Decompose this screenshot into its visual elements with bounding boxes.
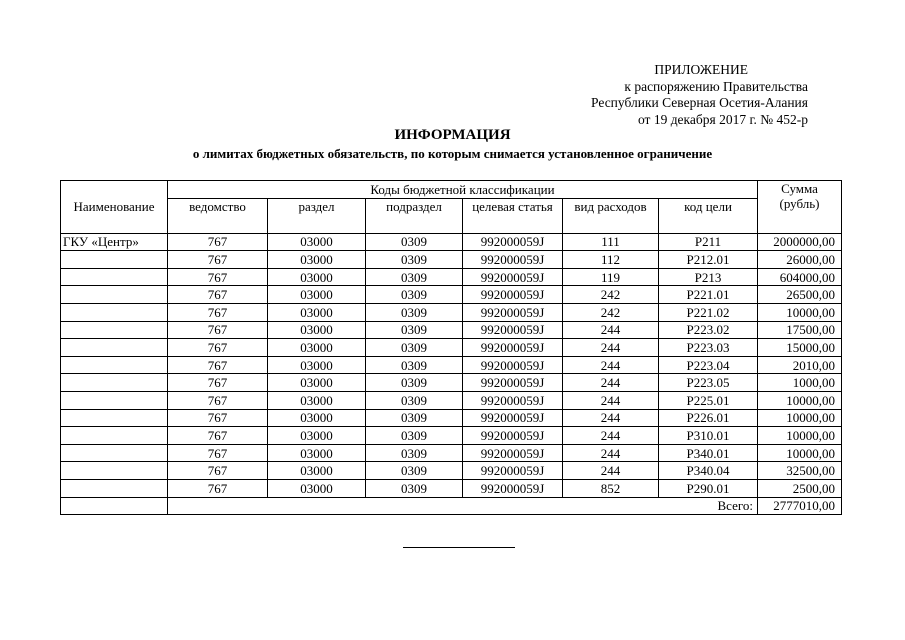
cell-amount: 10000,00 bbox=[758, 409, 842, 427]
table-header bbox=[61, 181, 842, 234]
cell-purpose-code: P226.01 bbox=[659, 409, 758, 427]
cell-expense-type: 244 bbox=[563, 444, 659, 462]
cell-expense-type: 244 bbox=[563, 462, 659, 480]
cell-department: 767 bbox=[168, 444, 268, 462]
cell-section: 03000 bbox=[268, 479, 366, 497]
header-target-article: целевая статья bbox=[463, 198, 563, 233]
cell-department: 767 bbox=[168, 374, 268, 392]
header-department: ведомство bbox=[168, 198, 268, 233]
table-row bbox=[61, 427, 842, 445]
table-row bbox=[61, 268, 842, 286]
cell-subsection: 0309 bbox=[366, 374, 463, 392]
appendix-heading: ПРИЛОЖЕНИЕ bbox=[654, 62, 748, 77]
cell-amount: 10000,00 bbox=[758, 427, 842, 445]
cell-section: 03000 bbox=[268, 374, 366, 392]
cell-target-article: 992000059J bbox=[463, 356, 563, 374]
cell-amount: 2500,00 bbox=[758, 479, 842, 497]
cell-purpose-code: P310.01 bbox=[659, 427, 758, 445]
cell-section: 03000 bbox=[268, 427, 366, 445]
cell-purpose-code: P225.01 bbox=[659, 391, 758, 409]
cell-department: 767 bbox=[168, 233, 268, 251]
table-row bbox=[61, 479, 842, 497]
cell-section: 03000 bbox=[268, 356, 366, 374]
cell-section: 03000 bbox=[268, 444, 366, 462]
header-amount: Сумма (рубль) bbox=[758, 181, 842, 234]
cell-amount: 2010,00 bbox=[758, 356, 842, 374]
cell-purpose-code: P223.05 bbox=[659, 374, 758, 392]
cell-name: ГКУ «Центр» bbox=[61, 233, 168, 251]
cell-department: 767 bbox=[168, 286, 268, 304]
cell-purpose-code: P212.01 bbox=[659, 251, 758, 269]
header-section: раздел bbox=[268, 198, 366, 233]
cell-purpose-code: P223.02 bbox=[659, 321, 758, 339]
budget-table bbox=[60, 180, 842, 515]
cell-section: 03000 bbox=[268, 339, 366, 357]
cell-subsection: 0309 bbox=[366, 286, 463, 304]
cell-expense-type: 852 bbox=[563, 479, 659, 497]
cell-expense-type: 112 bbox=[563, 251, 659, 269]
cell-department: 767 bbox=[168, 427, 268, 445]
footer-separator-line bbox=[403, 547, 515, 548]
cell-name bbox=[61, 303, 168, 321]
table-row bbox=[61, 462, 842, 480]
appendix-line-2: Республики Северная Осетия-Алания bbox=[591, 95, 808, 110]
cell-section: 03000 bbox=[268, 303, 366, 321]
appendix-line-3: от 19 декабря 2017 г. № 452-р bbox=[637, 111, 808, 127]
cell-subsection: 0309 bbox=[366, 409, 463, 427]
cell-purpose-code: P221.01 bbox=[659, 286, 758, 304]
total-amount: 2777010,00 bbox=[758, 497, 842, 515]
cell-subsection: 0309 bbox=[366, 303, 463, 321]
cell-subsection: 0309 bbox=[366, 251, 463, 269]
cell-department: 767 bbox=[168, 479, 268, 497]
table-row bbox=[61, 374, 842, 392]
cell-name bbox=[61, 479, 168, 497]
cell-section: 03000 bbox=[268, 462, 366, 480]
cell-expense-type: 244 bbox=[563, 339, 659, 357]
table-row bbox=[61, 321, 842, 339]
document-subtitle: о лимитах бюджетных обязательств, по которым снимается установленное ограничение bbox=[192, 146, 713, 161]
cell-subsection: 0309 bbox=[366, 427, 463, 445]
table-row bbox=[61, 303, 842, 321]
cell-target-article: 992000059J bbox=[463, 462, 563, 480]
appendix-line-1: к распоряжению Правительства bbox=[624, 78, 808, 94]
cell-section: 03000 bbox=[268, 321, 366, 339]
cell-name bbox=[61, 321, 168, 339]
cell-subsection: 0309 bbox=[366, 339, 463, 357]
cell-amount: 32500,00 bbox=[758, 462, 842, 480]
cell-name bbox=[61, 427, 168, 445]
cell-subsection: 0309 bbox=[366, 444, 463, 462]
cell-purpose-code: P340.01 bbox=[659, 444, 758, 462]
table-row bbox=[61, 409, 842, 427]
cell-department: 767 bbox=[168, 251, 268, 269]
cell-expense-type: 244 bbox=[563, 409, 659, 427]
cell-purpose-code: P211 bbox=[659, 233, 758, 251]
cell-department: 767 bbox=[168, 356, 268, 374]
cell-section: 03000 bbox=[268, 233, 366, 251]
cell-target-article: 992000059J bbox=[463, 427, 563, 445]
cell-expense-type: 119 bbox=[563, 268, 659, 286]
table-row bbox=[61, 251, 842, 269]
table-row bbox=[61, 286, 842, 304]
cell-amount: 17500,00 bbox=[758, 321, 842, 339]
cell-subsection: 0309 bbox=[366, 479, 463, 497]
cell-amount: 10000,00 bbox=[758, 303, 842, 321]
table-row bbox=[61, 391, 842, 409]
cell-department: 767 bbox=[168, 268, 268, 286]
cell-target-article: 992000059J bbox=[463, 268, 563, 286]
cell-target-article: 992000059J bbox=[463, 286, 563, 304]
cell-purpose-code: P213 bbox=[659, 268, 758, 286]
table-row bbox=[61, 339, 842, 357]
cell-name bbox=[61, 251, 168, 269]
cell-department: 767 bbox=[168, 339, 268, 357]
cell-name bbox=[61, 409, 168, 427]
cell-department: 767 bbox=[168, 303, 268, 321]
cell-amount: 1000,00 bbox=[758, 374, 842, 392]
cell-target-article: 992000059J bbox=[463, 444, 563, 462]
cell-expense-type: 244 bbox=[563, 374, 659, 392]
appendix-block bbox=[591, 62, 808, 128]
cell-name bbox=[61, 391, 168, 409]
cell-purpose-code: P221.02 bbox=[659, 303, 758, 321]
cell-expense-type: 244 bbox=[563, 321, 659, 339]
document-title: ИНФОРМАЦИЯ bbox=[394, 127, 511, 143]
cell-expense-type: 244 bbox=[563, 391, 659, 409]
cell-expense-type: 242 bbox=[563, 303, 659, 321]
cell-section: 03000 bbox=[268, 391, 366, 409]
cell-expense-type: 244 bbox=[563, 427, 659, 445]
cell-purpose-code: P290.01 bbox=[659, 479, 758, 497]
cell-department: 767 bbox=[168, 391, 268, 409]
table-row bbox=[61, 444, 842, 462]
table-row bbox=[61, 356, 842, 374]
cell-subsection: 0309 bbox=[366, 356, 463, 374]
header-expense-type: вид расходов bbox=[563, 198, 659, 233]
header-subsection: подраздел bbox=[366, 198, 463, 233]
cell-amount: 15000,00 bbox=[758, 339, 842, 357]
header-purpose-code: код цели bbox=[659, 198, 758, 233]
cell-subsection: 0309 bbox=[366, 462, 463, 480]
cell-expense-type: 242 bbox=[563, 286, 659, 304]
cell-subsection: 0309 bbox=[366, 391, 463, 409]
cell-amount: 26500,00 bbox=[758, 286, 842, 304]
cell-name bbox=[61, 356, 168, 374]
cell-target-article: 992000059J bbox=[463, 391, 563, 409]
cell-name bbox=[61, 444, 168, 462]
cell-amount: 2000000,00 bbox=[758, 233, 842, 251]
cell-section: 03000 bbox=[268, 409, 366, 427]
cell-amount: 604000,00 bbox=[758, 268, 842, 286]
cell-section: 03000 bbox=[268, 286, 366, 304]
cell-department: 767 bbox=[168, 462, 268, 480]
header-name: Наименование bbox=[61, 181, 168, 234]
cell-name bbox=[61, 374, 168, 392]
cell-section: 03000 bbox=[268, 268, 366, 286]
header-codes-group: Коды бюджетной классификации bbox=[168, 181, 758, 199]
cell-purpose-code: P223.04 bbox=[659, 356, 758, 374]
cell-subsection: 0309 bbox=[366, 268, 463, 286]
cell-expense-type: 111 bbox=[563, 233, 659, 251]
cell-target-article: 992000059J bbox=[463, 303, 563, 321]
cell-name bbox=[61, 339, 168, 357]
cell-name bbox=[61, 462, 168, 480]
total-row bbox=[61, 497, 842, 515]
total-label: Всего: bbox=[168, 497, 758, 515]
cell-name bbox=[61, 268, 168, 286]
cell-subsection: 0309 bbox=[366, 321, 463, 339]
cell-subsection: 0309 bbox=[366, 233, 463, 251]
cell-target-article: 992000059J bbox=[463, 321, 563, 339]
cell-purpose-code: P223.03 bbox=[659, 339, 758, 357]
table-body bbox=[61, 233, 842, 497]
cell-purpose-code: P340.04 bbox=[659, 462, 758, 480]
cell-department: 767 bbox=[168, 409, 268, 427]
cell-department: 767 bbox=[168, 321, 268, 339]
cell-amount: 10000,00 bbox=[758, 444, 842, 462]
cell-section: 03000 bbox=[268, 251, 366, 269]
cell-amount: 26000,00 bbox=[758, 251, 842, 269]
cell-amount: 10000,00 bbox=[758, 391, 842, 409]
cell-target-article: 992000059J bbox=[463, 251, 563, 269]
cell-target-article: 992000059J bbox=[463, 409, 563, 427]
cell-target-article: 992000059J bbox=[463, 233, 563, 251]
table-row bbox=[61, 233, 842, 251]
table-footer bbox=[61, 497, 842, 515]
cell-target-article: 992000059J bbox=[463, 374, 563, 392]
cell-target-article: 992000059J bbox=[463, 479, 563, 497]
cell-target-article: 992000059J bbox=[463, 339, 563, 357]
total-empty-cell bbox=[61, 497, 168, 515]
cell-name bbox=[61, 286, 168, 304]
cell-expense-type: 244 bbox=[563, 356, 659, 374]
